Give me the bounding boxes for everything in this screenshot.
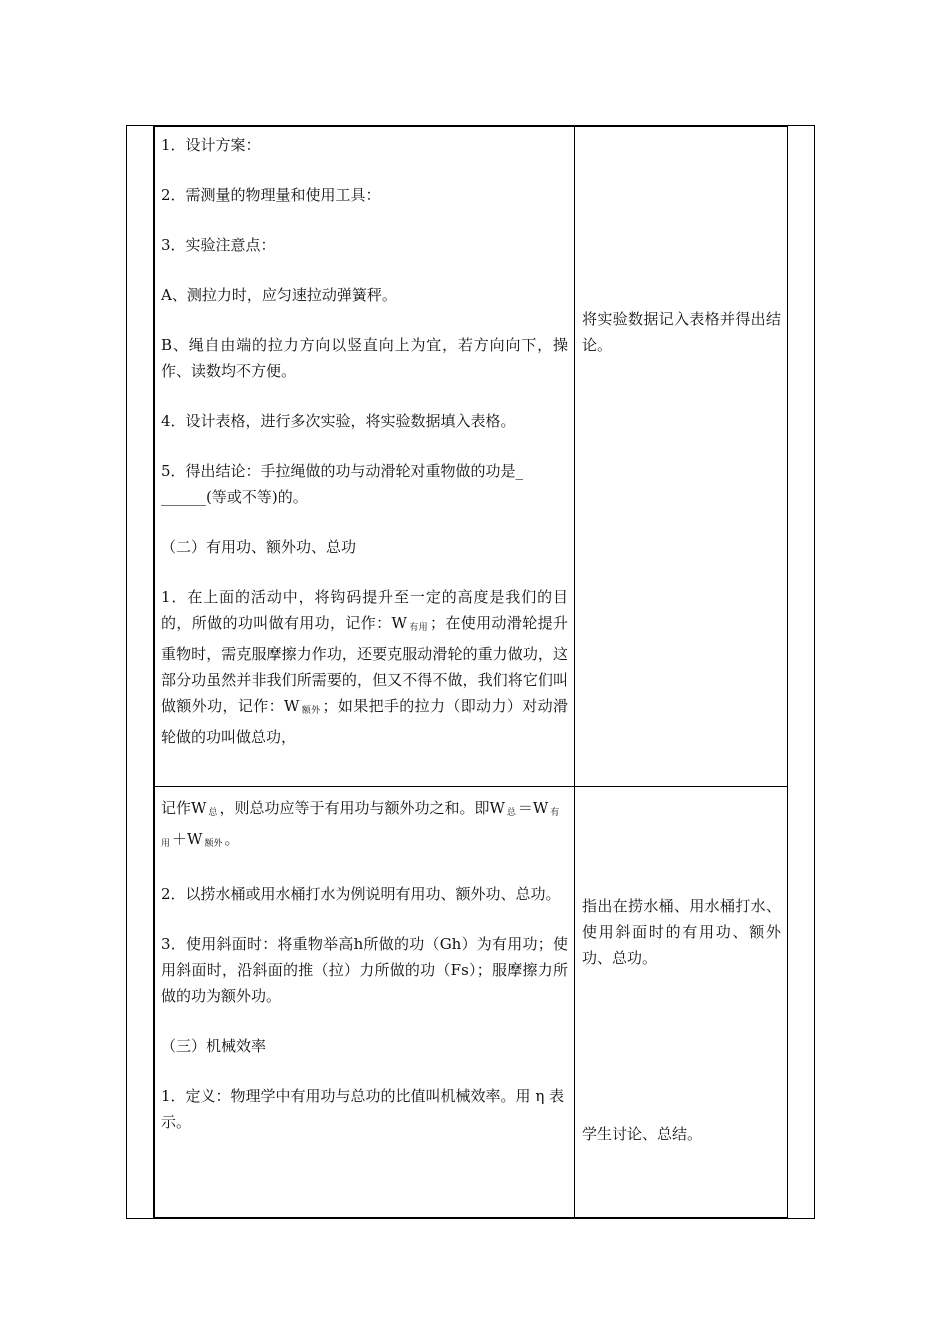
- useful-work-part1: 1．在上面的活动中，将钩码提升至一定的高度是我们的目的，所做的功叫做有用功，记作：W: [161, 588, 568, 632]
- note-b-text: B、绳自由端的拉力方向以竖直向上为宜，若方向向下，操作、读数均不方便。: [161, 336, 568, 380]
- conclusion-text: [161, 458, 568, 510]
- table-row-divider: [153, 786, 788, 787]
- useful-work-part2: ；在使用动滑轮提升重物时，需克服摩擦力作功，还要克服动滑轮的重力做功，这部分功虽然并非我们所需要的，但又不得不做，我们将它们叫做额外功，记作：W: [161, 614, 568, 715]
- row1-main-cell: [161, 132, 568, 750]
- extra-subscript-2: 额外: [204, 839, 223, 849]
- row2-side-cell-2: [582, 1121, 781, 1147]
- extra-subscript: 额外: [301, 706, 321, 716]
- total-work-text: [161, 795, 568, 857]
- table-top-border: [153, 125, 788, 127]
- incline-text: 3．使用斜面时：将重物举高h所做的功（Gh）为有用功；使用斜面时，沿斜面的推（拉）力所做的功（Fs）；服摩擦力所做的功为额外功。: [161, 935, 568, 1005]
- conclusion-text-line2: ______(等或不等)的。: [161, 488, 308, 506]
- note-a-text: A、测拉力时，应匀速拉动弹簧秤。: [161, 286, 397, 304]
- useful-subscript-2: 有用: [161, 808, 560, 849]
- section-three-heading: （三）机械效率: [161, 1037, 267, 1055]
- total-work-part4: ＋W: [172, 830, 203, 848]
- useful-subscript: 有用: [408, 623, 429, 633]
- notes-heading: 3．实验注意点：: [161, 236, 276, 254]
- design-table-text: 4．设计表格，进行多次实验，将实验数据填入表格。: [161, 412, 516, 430]
- table-divider-left: [153, 125, 155, 1219]
- table-divider-right: [787, 125, 788, 1219]
- total-work-part2: ，则总功应等于有用功与额外功之和。即W: [219, 799, 505, 817]
- useful-work-part3: ；如果把手的拉力（即动力）对动滑轮做的功叫做总功，: [161, 697, 568, 746]
- total-work-part3: ＝W: [517, 799, 549, 817]
- total-work-part5: 。: [224, 830, 240, 848]
- bucket-example-text: 2．以捞水桶或用水桶打水为例说明有用功、额外功、总功。: [161, 885, 561, 903]
- table-bottom-border: [153, 1217, 788, 1219]
- design-plan-text: 1．设计方案：: [161, 136, 261, 154]
- total-subscript-2: 总: [506, 808, 516, 818]
- table-divider-middle: [574, 125, 575, 1219]
- useful-work-text: [161, 584, 568, 750]
- student-discuss-text: 学生讨论、总结。: [582, 1125, 703, 1143]
- record-data-text: 将实验数据记入表格并得出结论。: [582, 310, 781, 354]
- point-out-text: 指出在捞水桶、用水桶打水、使用斜面时的有用功、额外功、总功。: [582, 897, 781, 967]
- conclusion-text-line1: 5．得出结论：手拉绳做的功与动滑轮对重物做的功是_: [161, 462, 524, 480]
- section-two-heading: （二）有用功、额外功、总功: [161, 538, 357, 556]
- row1-side-cell: [582, 306, 781, 358]
- efficiency-definition-text: 1．定义：物理学中有用功与总功的比值叫机械效率。用 η 表示。: [161, 1087, 565, 1131]
- total-work-part1: 记作W: [161, 799, 207, 817]
- row2-main-cell: [161, 795, 568, 1135]
- measure-tools-text: 2．需测量的物理量和使用工具：: [161, 186, 381, 204]
- row2-side-cell-1: [582, 893, 781, 971]
- total-subscript-1: 总: [208, 808, 218, 818]
